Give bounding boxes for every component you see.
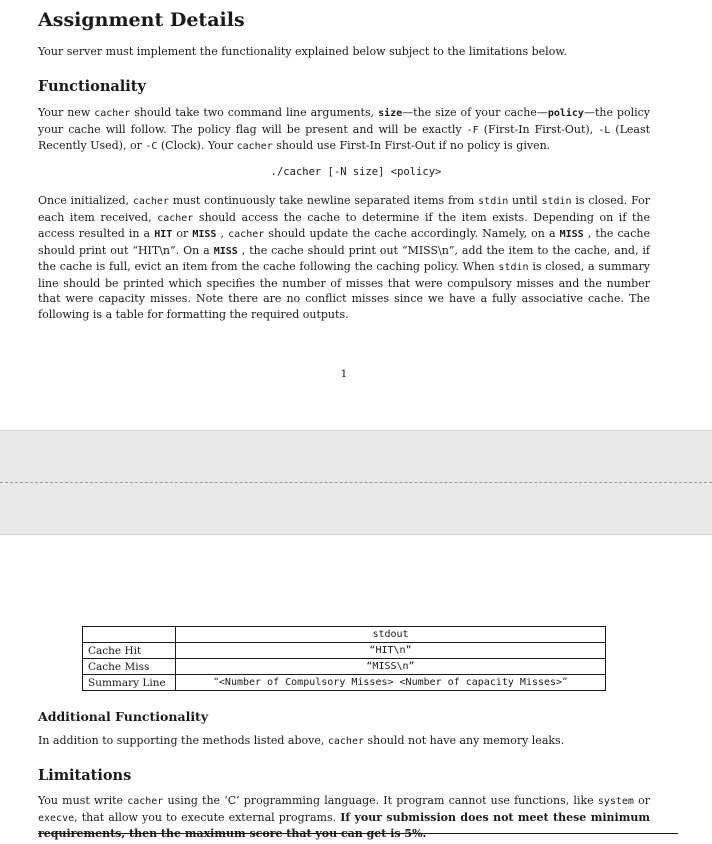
table-row	[83, 675, 606, 691]
row-value-cache-hit: “HIT\n”	[176, 643, 606, 659]
document-page-2	[0, 535, 712, 844]
page-bottom-rule	[38, 833, 678, 834]
functionality-paragraph-2: Once initialized, cacher must continuously take newline separated items from stdin until stdin is closed. For each item received, cacher should access the cache to determine if the item exists. Depending on if the access resulted in a HIT or MISS , cacher should update the cache accordingly. Namely, on a MISS , the cache should print out “HIT\n”. On a MISS , the cache should print out “MISS\n”, add the item to the cache, and, if the cache is full, evict an item from the cache following the caching policy. When stdin is closed, a summary line should be printed which specifies the number of misses that were compulsory misses and the number that were capacity misses. Note there are no conflict misses since we have a fully associative cache. The following is a table for formatting the required outputs.	[38, 194, 651, 321]
row-value-summary-line: “<Number of Compulsory Misses> <Number of capacity Misses>”	[176, 675, 606, 691]
table-header-stdout: stdout	[176, 627, 606, 643]
table-header-row	[83, 627, 606, 643]
row-label-summary-line: Summary Line	[83, 675, 176, 691]
row-value-cache-miss: “MISS\n”	[176, 659, 606, 675]
page-title: Assignment Details	[38, 9, 245, 31]
table-row	[83, 659, 606, 675]
additional-functionality-paragraph: In addition to supporting the methods listed above, cacher should not have any memory leaks.	[38, 734, 565, 747]
functionality-heading: Functionality	[38, 78, 146, 95]
page-gap	[0, 430, 712, 535]
page-number: 1	[340, 368, 348, 380]
page-break-line	[0, 482, 712, 483]
row-label-cache-hit: Cache Hit	[83, 643, 176, 659]
table-row	[83, 643, 606, 659]
limitations-heading: Limitations	[38, 767, 132, 784]
additional-functionality-heading: Additional Functionality	[38, 709, 209, 724]
functionality-paragraph-1: Your new cacher should take two command line arguments, size—the size of your cache—policy—the policy your cache will follow. The policy flag will be present and will be exactly -F (First-In First-Out), -L (Least Recently Used), or -C (Clock). Your cacher should use First-In First-Out if no policy is given.	[38, 106, 651, 152]
output-format-table	[82, 626, 606, 691]
row-label-cache-miss: Cache Miss	[83, 659, 176, 675]
usage-command: ./cacher [-N size] <policy>	[270, 166, 442, 178]
intro-paragraph: Your server must implement the functionality explained below subject to the limitations below.	[38, 45, 567, 58]
limitations-paragraph: You must write cacher using the ‘C’ programming language. It program cannot use functions, like system or execve, that allow you to execute external programs. If your submission does not meet these minimum requirements, then the maximum score that you can get is 5%.	[38, 794, 650, 840]
table-corner-cell	[83, 627, 176, 643]
